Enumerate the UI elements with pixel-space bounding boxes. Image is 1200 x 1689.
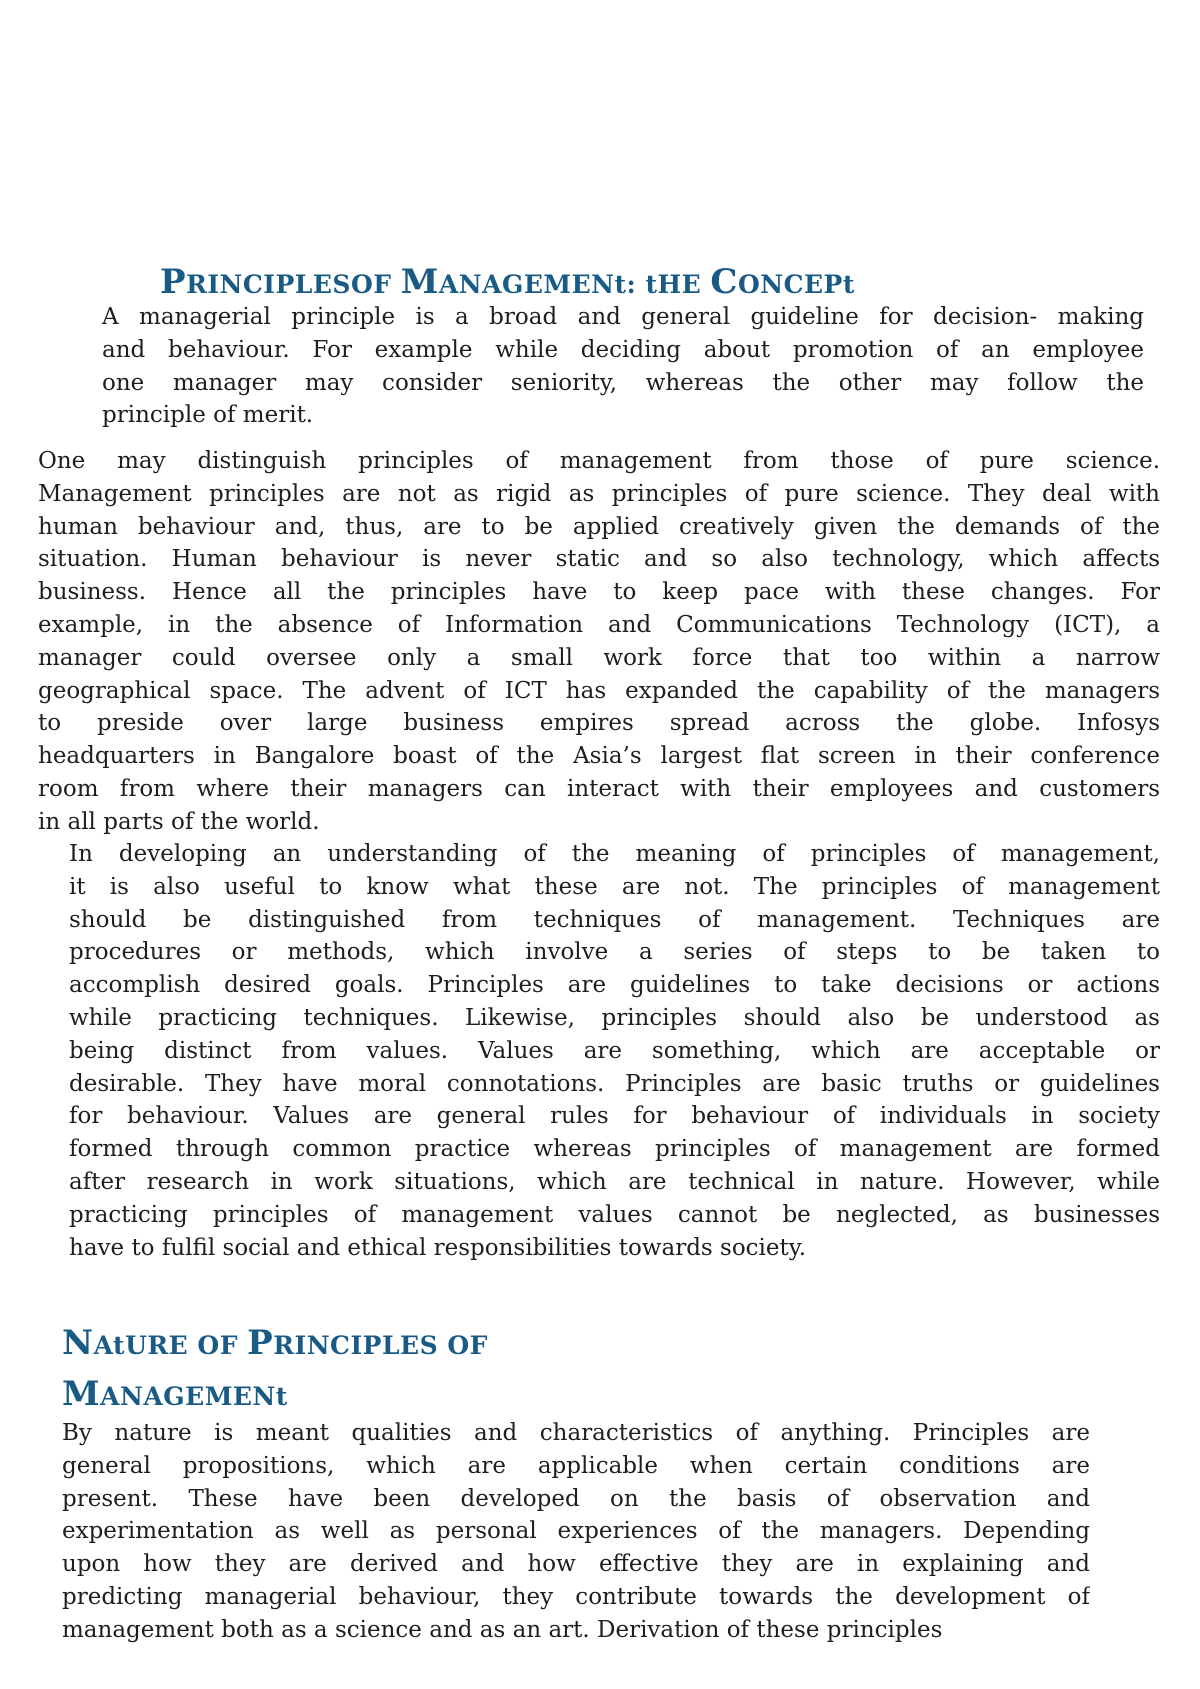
text-line: principle of merit. bbox=[102, 402, 314, 429]
heading-part: RINCIPLES OF bbox=[273, 1331, 488, 1360]
text-line: to preside over large business empires spread across the globe. Infosys bbox=[38, 710, 1160, 737]
heading-part: M bbox=[62, 1374, 101, 1414]
heading-part: N bbox=[62, 1323, 94, 1363]
heading-part: C bbox=[710, 262, 738, 302]
text-line: management both as a science and as an art. Derivation of these principles bbox=[62, 1616, 943, 1643]
text-line: example, in the absence of Information and Communications Technology (ICT), a bbox=[38, 611, 1160, 638]
text-line: upon how they are derived and how effective they are in explaining and bbox=[62, 1551, 1090, 1578]
paragraph-distinguish-principles bbox=[38, 445, 1160, 839]
text-line: headquarters in Bangalore boast of the Asia’s largest flat screen in their conference bbox=[38, 743, 1160, 770]
heading-part: P bbox=[247, 1323, 274, 1363]
text-line: after research in work situations, which are technical in nature. However, while bbox=[69, 1168, 1160, 1195]
text-line: predicting managerial behaviour, they contribute towards the development of bbox=[62, 1583, 1090, 1610]
heading-part: ANAGEMENt bbox=[100, 1382, 288, 1411]
text-line: Management principles are not as rigid as principles of pure science. They deal with bbox=[38, 480, 1160, 507]
text-line: room from where their managers can interact with their employees and customers bbox=[38, 775, 1160, 802]
text-line: human behaviour and, thus, are to be applied creatively given the demands of the bbox=[38, 513, 1160, 540]
heading-part: ONCEPt bbox=[737, 270, 855, 299]
text-line: for behaviour. Values are general rules for behaviour of individuals in society bbox=[69, 1103, 1160, 1130]
text-line: geographical space. The advent of ICT has expanded the capability of the managers bbox=[38, 677, 1160, 704]
text-line: situation. Human behaviour is never static and so also technology, which affects bbox=[38, 546, 1160, 573]
text-line: it is also useful to know what these are not. The principles of management bbox=[69, 873, 1160, 900]
heading-part: P bbox=[160, 262, 187, 302]
text-line: in all parts of the world. bbox=[38, 808, 320, 835]
text-line: desirable. They have moral connotations. Principles are basic truths or guidelines bbox=[69, 1070, 1160, 1097]
heading-part: ANAGEMENt: tHE bbox=[438, 270, 711, 299]
text-line: while practicing techniques. Likewise, principles should also be understood as bbox=[69, 1004, 1160, 1031]
text-line: and behaviour. For example while deciding about promotion of an employee bbox=[102, 336, 1144, 363]
text-line: formed through common practice whereas principles of management are formed bbox=[69, 1136, 1160, 1163]
paragraph-nature bbox=[62, 1417, 1090, 1647]
text-line: One may distinguish principles of management from those of pure science. bbox=[38, 448, 1160, 474]
heading-part: AtURE OF bbox=[93, 1331, 248, 1360]
text-line: By nature is meant qualities and characteristics of anything. Principles are bbox=[62, 1420, 1090, 1446]
text-line: present. These have been developed on the basis of observation and bbox=[62, 1485, 1090, 1512]
text-line: accomplish desired goals. Principles are guidelines to take decisions or actions bbox=[69, 972, 1160, 999]
text-line: manager could oversee only a small work force that too within a narrow bbox=[38, 644, 1160, 671]
text-line: procedures or methods, which involve a series of steps to be taken to bbox=[69, 939, 1160, 966]
intro-paragraph bbox=[102, 301, 1144, 432]
text-line: have to fulfil social and ethical responsibilities towards society. bbox=[69, 1234, 807, 1261]
section-title-nature-line2 bbox=[62, 1374, 288, 1414]
text-line: experimentation as well as personal experiences of the managers. Depending bbox=[62, 1518, 1090, 1545]
section-title-nature-line1 bbox=[62, 1323, 488, 1363]
text-line: general propositions, which are applicable when certain conditions are bbox=[62, 1452, 1090, 1479]
text-line: should be distinguished from techniques of management. Techniques are bbox=[69, 906, 1160, 933]
paragraph-techniques-values bbox=[69, 838, 1160, 1264]
text-line: practicing principles of management values cannot be neglected, as businesses bbox=[69, 1201, 1160, 1228]
text-line: business. Hence all the principles have to keep pace with these changes. For bbox=[38, 579, 1160, 606]
text-line: being distinct from values. Values are something, which are acceptable or bbox=[69, 1037, 1160, 1064]
heading-part: M bbox=[400, 262, 439, 302]
section-title-principles-concept bbox=[160, 262, 855, 302]
heading-part: RINCIPLESOF bbox=[186, 270, 401, 299]
text-line: A managerial principle is a broad and general guideline for decision- making bbox=[102, 304, 1144, 330]
text-line: one manager may consider seniority, whereas the other may follow the bbox=[102, 369, 1144, 396]
text-line: In developing an understanding of the meaning of principles of management, bbox=[69, 841, 1160, 867]
